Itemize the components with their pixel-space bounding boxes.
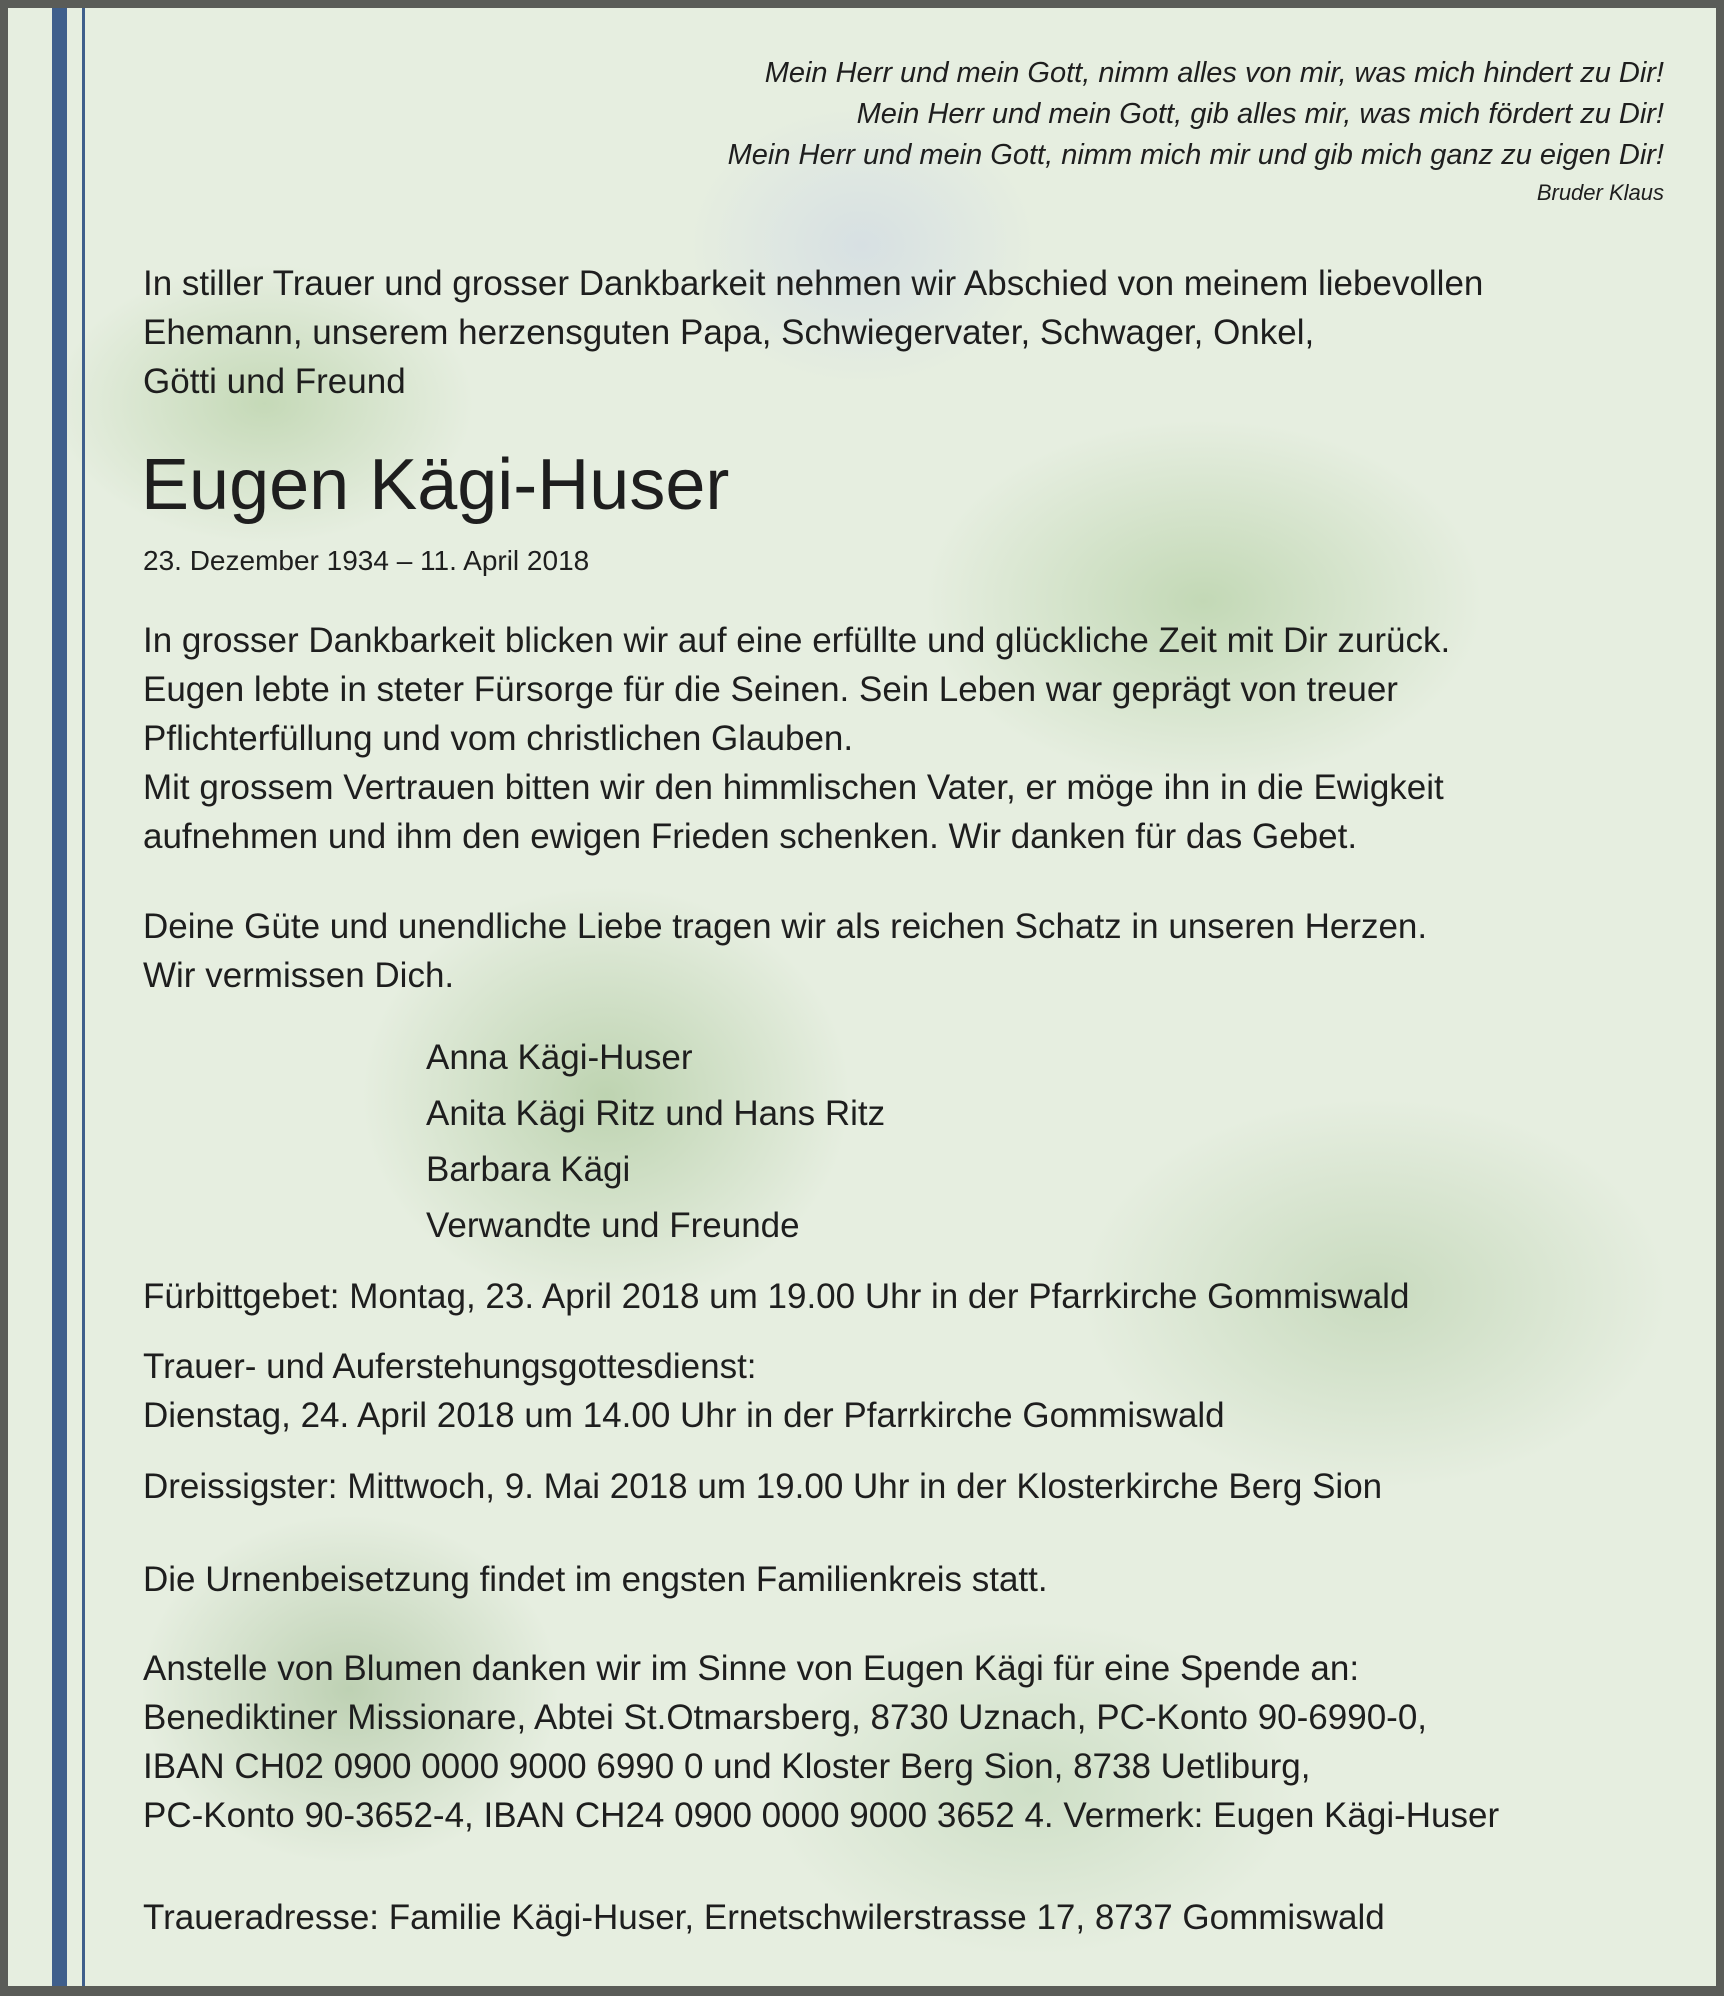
body-line: In grosser Dankbarkeit blicken wir auf eine erfüllte und glückliche Zeit mit Dir zurück. bbox=[143, 621, 1451, 660]
life-dates: 23. Dezember 1934 – 11. April 2018 bbox=[143, 545, 590, 576]
thirtieth-info: Dreissigster: Mittwoch, 9. Mai 2018 um 19.00 Uhr in der Klosterkirche Berg Sion bbox=[143, 1467, 1383, 1506]
obituary-page bbox=[8, 8, 1716, 1986]
service-line: Trauer- und Auferstehungsgottesdienst: bbox=[143, 1347, 757, 1386]
mourner: Verwandte und Freunde bbox=[426, 1206, 800, 1245]
donation-info bbox=[143, 1644, 1499, 1840]
service-line: Dienstag, 24. April 2018 um 14.00 Uhr in der Pfarrkirche Gommiswald bbox=[143, 1396, 1225, 1435]
intro-line: In stiller Trauer und grosser Dankbarkeit nehmen wir Abschied von meinem liebevollen bbox=[143, 264, 1484, 303]
body-line: Deine Güte und unendliche Liebe tragen wir als reichen Schatz in unseren Herzen. bbox=[143, 907, 1428, 946]
body-line: aufnehmen und ihm den ewigen Frieden schenken. Wir danken für das Gebet. bbox=[143, 817, 1358, 856]
quote-block bbox=[728, 53, 1664, 210]
body-text-2 bbox=[143, 902, 1427, 1000]
intro-line: Ehemann, unserem herzensguten Papa, Schwiegervater, Schwager, Onkel, bbox=[143, 313, 1315, 352]
donation-line: PC-Konto 90-3652-4, IBAN CH24 0900 0000 9000 3652 4. Vermerk: Eugen Kägi-Huser bbox=[143, 1796, 1500, 1835]
mourner: Anita Kägi Ritz und Hans Ritz bbox=[426, 1094, 886, 1133]
quote-line: Mein Herr und mein Gott, gib alles mir, was mich fördert zu Dir! bbox=[856, 98, 1664, 130]
quote-line: Mein Herr und mein Gott, nimm alles von mir, was mich hindert zu Dir! bbox=[764, 57, 1664, 89]
deceased-name: Eugen Kägi-Huser bbox=[141, 445, 730, 525]
quote-line: Mein Herr und mein Gott, nimm mich mir und gib mich ganz zu eigen Dir! bbox=[727, 139, 1664, 171]
body-line: Eugen lebte in steter Fürsorge für die Seinen. Sein Leben war geprägt von treuer bbox=[143, 670, 1398, 709]
decorative-line bbox=[82, 8, 85, 1986]
body-text bbox=[143, 616, 1450, 861]
mourner: Anna Kägi-Huser bbox=[426, 1038, 693, 1077]
body-line: Mit grossem Vertrauen bitten wir den himmlischen Vater, er möge ihn in die Ewigkeit bbox=[143, 768, 1444, 807]
prayer-info: Fürbittgebet: Montag, 23. April 2018 um 19.00 Uhr in der Pfarrkirche Gommiswald bbox=[143, 1277, 1410, 1316]
mourner: Barbara Kägi bbox=[426, 1150, 631, 1189]
decorative-stripe bbox=[52, 8, 67, 1986]
donation-line: Benediktiner Missionare, Abtei St.Otmarsberg, 8730 Uznach, PC-Konto 90-6990-0, bbox=[143, 1698, 1428, 1737]
intro-text bbox=[143, 259, 1483, 406]
service-info bbox=[143, 1342, 1225, 1440]
donation-line: IBAN CH02 0900 0000 9000 6990 0 und Kloster Berg Sion, 8738 Uetliburg, bbox=[143, 1747, 1311, 1786]
donation-line: Anstelle von Blumen danken wir im Sinne von Eugen Kägi für eine Spende an: bbox=[143, 1649, 1360, 1688]
urn-info: Die Urnenbeisetzung findet im engsten Familienkreis statt. bbox=[143, 1560, 1048, 1599]
mourners-list bbox=[426, 1030, 885, 1254]
quote-author: Bruder Klaus bbox=[1536, 180, 1664, 205]
intro-line: Götti und Freund bbox=[143, 362, 406, 401]
body-line: Pflichterfüllung und vom christlichen Glauben. bbox=[143, 719, 854, 758]
body-line: Wir vermissen Dich. bbox=[143, 956, 455, 995]
mourning-address: Traueradresse: Familie Kägi-Huser, Ernetschwilerstrasse 17, 8737 Gommiswald bbox=[143, 1898, 1385, 1937]
